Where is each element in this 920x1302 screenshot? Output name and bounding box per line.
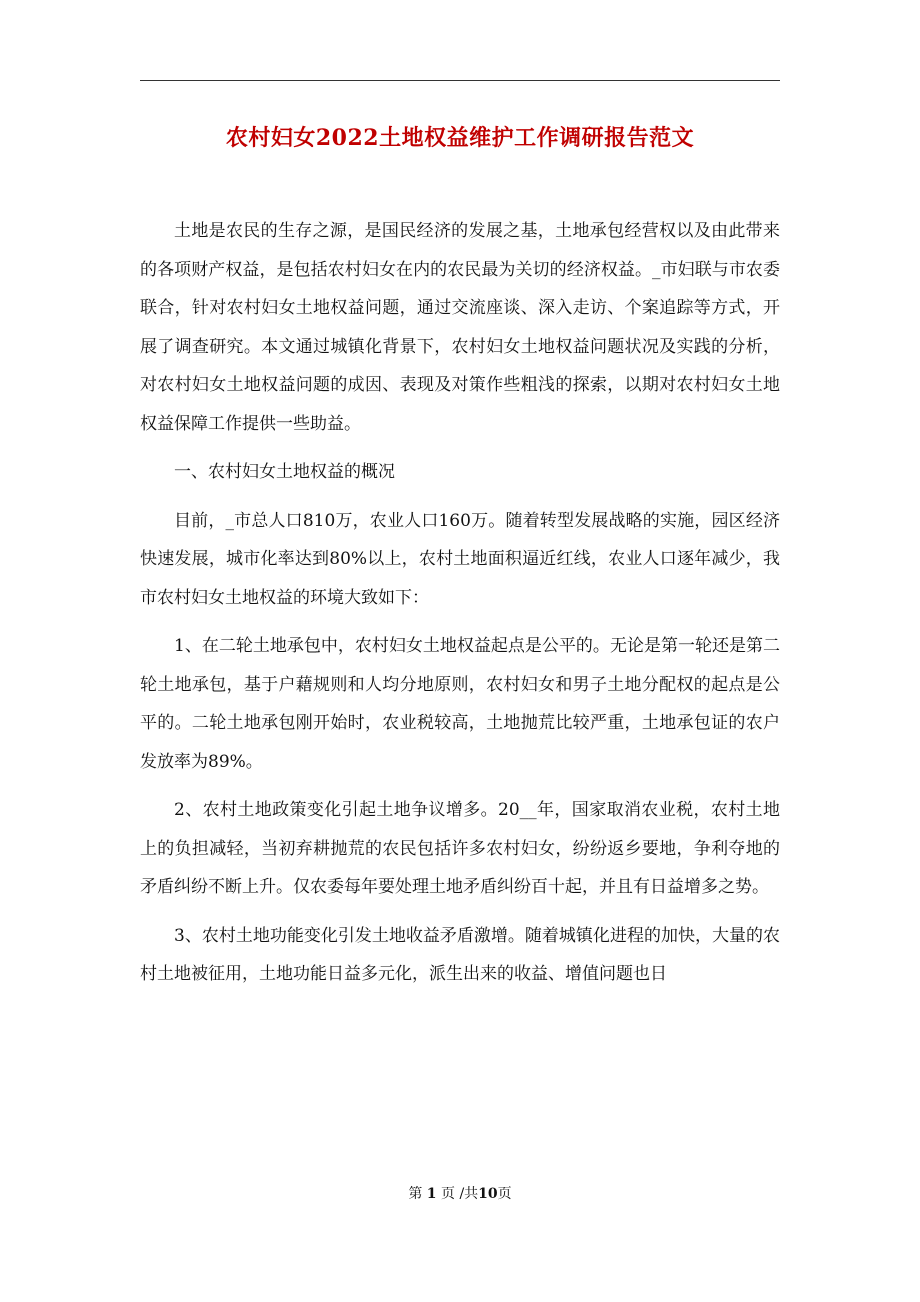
overview-paragraph: 目前，_市总人口810万，农业人口160万。随着转型发展战略的实施，园区经济快速发展，城市化率达到80%以上，农村土地面积逼近红线，农业人口逐年减少，我市农村妇女土地权益的环境大致如下： bbox=[140, 510, 780, 608]
current-page-number: 1 bbox=[426, 1186, 437, 1202]
footer-prefix: 第 bbox=[408, 1186, 423, 1202]
section-heading-overview: 一、农村妇女土地权益的概况 bbox=[174, 462, 395, 482]
total-page-number: 10 bbox=[478, 1186, 498, 1202]
intro-paragraph: 土地是农民的生存之源，是国民经济的发展之基，土地承包经营权以及由此带来的各项财产权益，是包括农村妇女在内的农民最为关切的经济权益。_市妇联与市农委联合，针对农村妇女土地权益问题，通过交流座谈、深入走访、个案追踪等方式，开展了调查研究。本文通过城镇化背景下，农村妇女土地权益问题状况及实践的分析，对农村妇女土地权益问题的成因、表现及对策作些粗浅的探索，以期对农村妇女土地权益保障工作提供一些助益。 bbox=[140, 221, 780, 434]
point-3-paragraph: 3、农村土地功能变化引发土地收益矛盾激增。随着城镇化进程的加快，大量的农村土地被征用，土地功能日益多元化，派生出来的收益、增值问题也日 bbox=[140, 925, 780, 984]
header-rule bbox=[140, 80, 780, 81]
document-title: 农村妇女2022土地权益维护工作调研报告范文 bbox=[225, 125, 695, 151]
point-1-paragraph: 1、在二轮土地承包中，农村妇女土地权益起点是公平的。无论是第一轮还是第二轮土地承包，基于户藉规则和人均分地原则，农村妇女和男子土地分配权的起点是公平的。二轮土地承包刚开始时，农业税较高，土地抛荒比较严重，土地承包证的农户发放率为89%。 bbox=[140, 636, 780, 772]
point-2-paragraph: 2、农村土地政策变化引起土地争议增多。20__年，国家取消农业税，农村土地上的负担减轻，当初弃耕抛荒的农民包括许多农村妇女，纷纷返乡要地，争利夺地的矛盾纠纷不断上升。仅农委每年要处理土地矛盾纠纷百十起，并且有日益增多之势。 bbox=[140, 800, 780, 897]
document-body bbox=[140, 212, 780, 1004]
page-number-footer bbox=[140, 1184, 780, 1204]
footer-middle: 页 /共 bbox=[441, 1186, 479, 1202]
footer-suffix: 页 bbox=[497, 1186, 512, 1202]
